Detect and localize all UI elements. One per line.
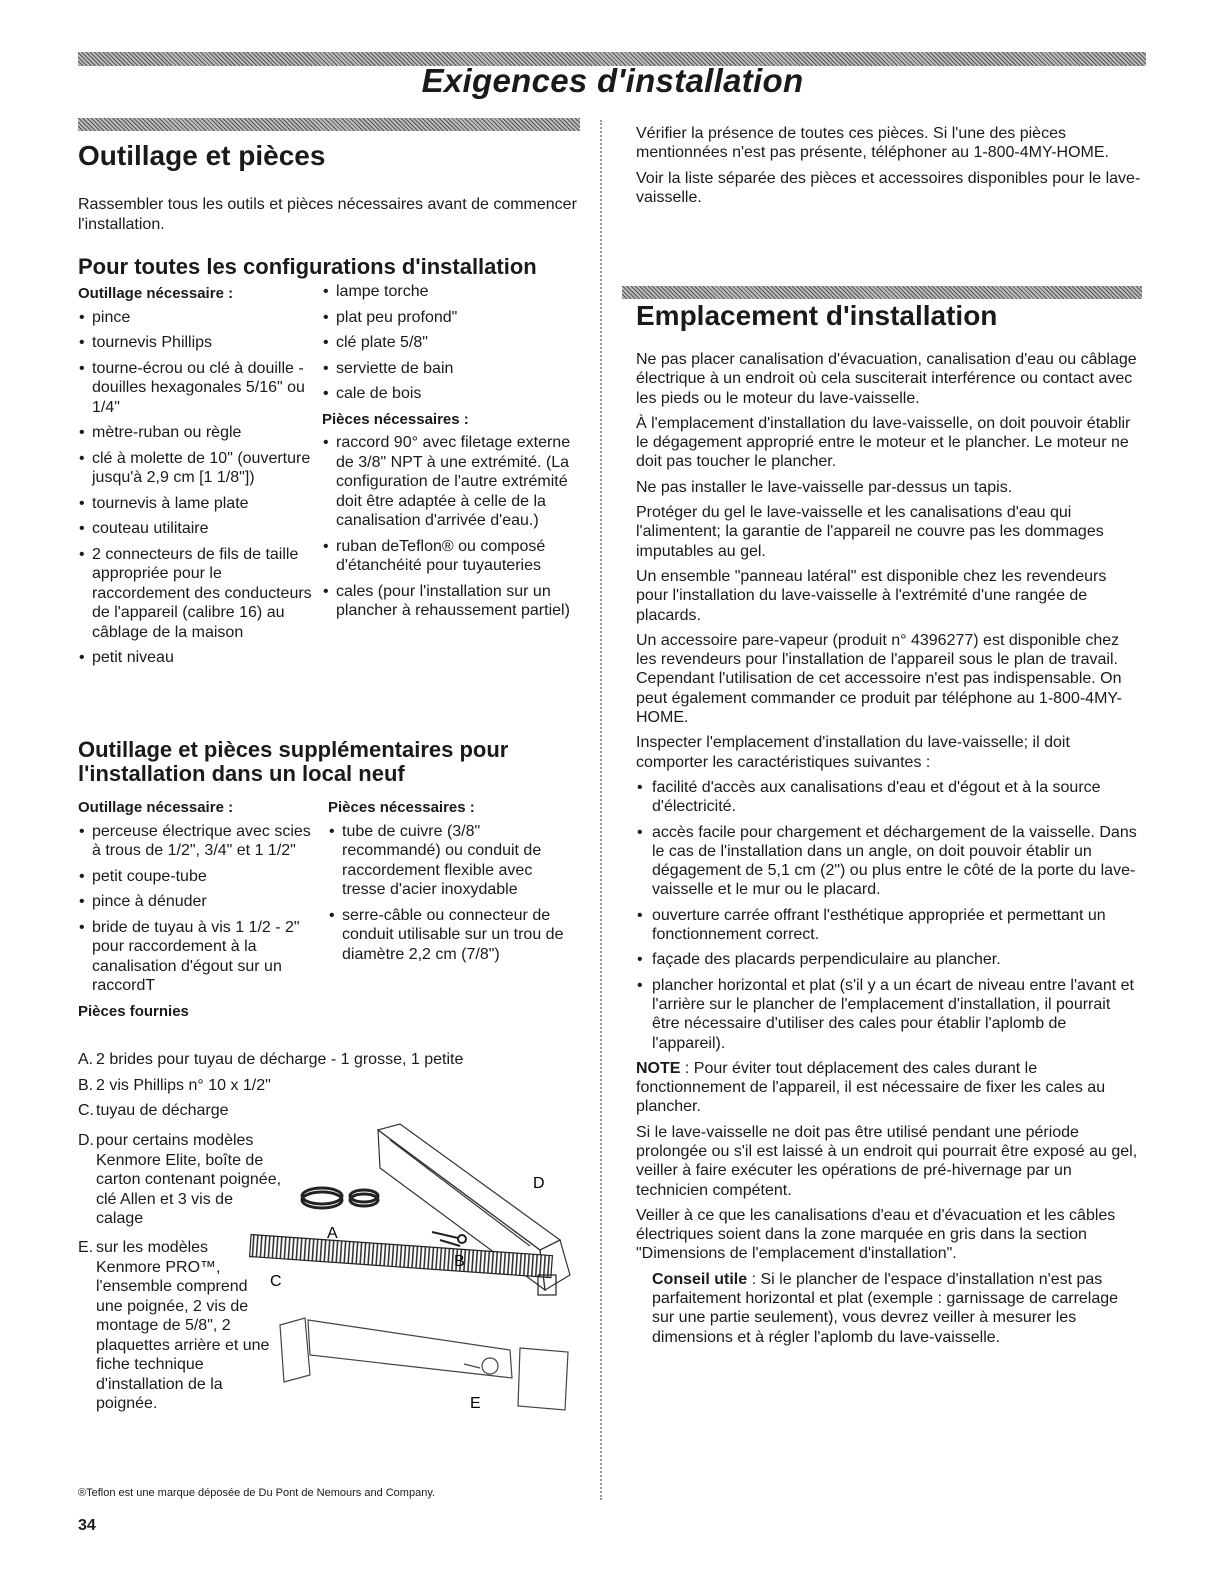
- location-bullet: • plancher horizontal et plat (s'il y a un écart de niveau entre l'avant et l'arrière sur le plancher de l'emplacement d'installation, il pourrait être nécessaire d'utiliser des cales pour établir l'aplomb de l'appareil).: [636, 976, 1141, 1053]
- tool-item: • cale de bois: [322, 384, 584, 404]
- tool-item: • tourne-écrou ou clé à douille - douilles hexagonales 5/16" ou 1/4": [78, 359, 313, 418]
- tools-list: [78, 282, 313, 674]
- config-title: Pour toutes les configurations d'installation: [78, 254, 537, 279]
- label-a: A: [327, 1225, 338, 1242]
- frost-paragraph: Si le lave-vaisselle ne doit pas être utilisé pendant une période prolongée ou s'il est laissé à un endroit qui pourrait être exposé au gel, veiller à faire exécuter les opérations de pré-hivernage par un technicien compétent.: [636, 1123, 1138, 1199]
- new-tools-heading: Outillage nécessaire :: [78, 799, 234, 816]
- supplied-item-d: D. pour certains modèles Kenmore Elite, boîte de carton contenant poignée, clé Allen et 3 vis de calage: [78, 1132, 282, 1227]
- tool-item: • lampe torche: [322, 282, 584, 302]
- parts-check-p2: Voir la liste séparée des pièces et accessoires disponibles pour le lave-vaisselle.: [636, 169, 1141, 206]
- tools-items: [78, 308, 313, 668]
- footnote: ®Teflon est une marque déposée de Du Pont de Nemours and Company.: [78, 1487, 436, 1499]
- location-paragraph: Un ensemble "panneau latéral" est disponible chez les revendeurs pour l'installation du lave-vaisselle à l'extrémité d'une rangée de placards.: [636, 567, 1107, 624]
- new-tool-item: • bride de tuyau à vis 1 1/2 - 2" pour raccordement à la canalisation d'égout sur un raccordT: [78, 918, 318, 996]
- tools-list-cont: [322, 282, 584, 627]
- page-title: Exigences d'installation: [421, 62, 804, 99]
- location-paragraph: Un accessoire pare-vapeur (produit n° 4396277) est disponible chez les revendeurs pour l'installation de l'appareil sous le plan de travail. Cependant l'utilisation de cet accessoire n'est pas indispensable. On peut également commander ce produit par téléphone au 1-800-4MY-HOME.: [636, 631, 1122, 727]
- part-item: • ruban deTeflon® ou composé d'étanchéité pour tuyauteries: [322, 537, 584, 576]
- tool-item: • 2 connecteurs de fils de taille appropriée pour le raccordement des conducteurs de l'appareil (calibre 16) au câblage de la maison: [78, 545, 313, 643]
- column-divider: [600, 120, 602, 1500]
- location-paragraph: À l'emplacement d'installation du lave-vaisselle, on doit pouvoir établir le dégagement approprié entre le moteur et le plancher. Le moteur ne doit pas toucher le plancher.: [636, 414, 1131, 471]
- new-install-title: Outillage et pièces supplémentaires pour l'installation dans un local neuf: [78, 737, 509, 786]
- handle-kit-e: [280, 1318, 568, 1410]
- label-c: C: [270, 1273, 282, 1290]
- intro-text: Rassembler tous les outils et pièces nécessaires avant de commencer l'installation.: [78, 196, 577, 233]
- location-body: [636, 350, 1141, 1353]
- tool-item: • tournevis à lame plate: [78, 494, 313, 514]
- tool-item: • serviette de bain: [322, 359, 584, 379]
- new-parts-heading: Pièces nécessaires :: [328, 799, 475, 816]
- part-item: • cales (pour l'installation sur un plancher à rehaussement partiel): [322, 582, 584, 621]
- supplied-list-e: [78, 1238, 270, 1420]
- label-d: D: [533, 1175, 545, 1192]
- drain-hose-c: [250, 1235, 556, 1295]
- tip-label: Conseil utile: [652, 1270, 748, 1288]
- tip-paragraph: Conseil utile : Si le plancher de l'espace d'installation n'est pas parfaitement horizontal et plat (exemple : garnissage de carrelage sur une partie seulement), vous devrez veiller à mesurer les dimensions et à régler l'aplomb du lave-vaisselle.: [652, 1270, 1119, 1346]
- location-paragraphs: [636, 350, 1141, 772]
- part-item: • raccord 90° avec filetage externe de 3/8" NPT à une extrémité. (La configuration de l'autre extrémité doit être adaptée à celle de la canalisation d'arrivée d'eau.): [322, 433, 584, 531]
- zone-paragraph: Veiller à ce que les canalisations d'eau et d'évacuation et les câbles électriques soient dans la zone marquée en gris dans la section "Dimensions de l'emplacement d'installation".: [636, 1206, 1116, 1263]
- location-paragraph: Protéger du gel le lave-vaisselle et les canalisations d'eau qui l'alimentent; la garantie de l'appareil ne couvre pas les dommages imputables au gel.: [636, 504, 1104, 560]
- tools-cont-items: [322, 282, 584, 404]
- new-parts-items: [328, 822, 578, 965]
- parts-illustration: [270, 1120, 580, 1420]
- parts-heading: Pièces nécessaires :: [322, 410, 469, 428]
- screws-b: [432, 1232, 466, 1246]
- tool-item: • mètre-ruban ou règle: [78, 423, 313, 443]
- new-tool-item: • perceuse électrique avec scies à trous de 1/2", 3/4" et 1 1/2": [78, 822, 318, 861]
- note-label: NOTE: [636, 1059, 681, 1077]
- new-parts-list: [328, 796, 578, 970]
- section-title-tools: Outillage et pièces: [78, 140, 326, 171]
- parts-check-p1: Vérifier la présence de toutes ces pièces. Si l'une des pièces mentionnées n'est pas présente, téléphoner au 1-800-4MY-HOME.: [636, 125, 1109, 162]
- supplied-item-c: C. tuyau de décharge: [78, 1102, 229, 1119]
- note-paragraph: NOTE : Pour éviter tout déplacement des cales durant le fonctionnement de l'appareil, il est nécessaire de fixer les cales au plancher.: [636, 1059, 1106, 1116]
- location-paragraph: Ne pas installer le lave-vaisselle par-dessus un tapis.: [636, 478, 1013, 496]
- location-paragraph: Ne pas placer canalisation d'évacuation, canalisation d'eau ou câblage électrique à un endroit où cela susciterait interférence ou contact avec les pieds ou le moteur du lave-vaisselle.: [636, 351, 1137, 407]
- new-part-item: • tube de cuivre (3/8" recommandé) ou conduit de raccordement flexible avec tresse d'acier inoxydable: [328, 822, 578, 900]
- location-bullets: [636, 778, 1141, 1053]
- section-rule-right: [622, 286, 1142, 299]
- supplied-item-e: E. sur les modèles Kenmore PRO™, l'ensemble comprend une poignée, 2 vis de montage de 5/8", 2 plaquettes arrière et une fiche technique d'installation de la poignée.: [78, 1239, 270, 1412]
- label-b: B: [454, 1253, 465, 1270]
- tool-item: • plat peu profond": [322, 308, 584, 328]
- tool-item: • petit niveau: [78, 648, 313, 668]
- page-number: 34: [78, 1517, 96, 1534]
- supplied-heading: Pièces fournies: [78, 1002, 189, 1020]
- supplied-item-b: B. 2 vis Phillips n° 10 x 1/2": [78, 1076, 271, 1094]
- new-tool-item: • pince à dénuder: [78, 892, 318, 912]
- location-paragraph: Inspecter l'emplacement d'installation du lave-vaisselle; il doit comporter les caractéristiques suivantes :: [636, 734, 1070, 771]
- location-bullet: • façade des placards perpendiculaire au plancher.: [636, 950, 1141, 969]
- new-tools-list: [78, 796, 318, 1025]
- section-title-location: Emplacement d'installation: [636, 300, 998, 331]
- new-part-item: • serre-câble ou connecteur de conduit utilisable sur un trou de diamètre 2,2 cm (7/8"): [328, 906, 578, 965]
- location-bullet: • facilité d'accès aux canalisations d'eau et d'égout et à la source d'électricité.: [636, 778, 1141, 817]
- hose-clamps-a: [302, 1188, 378, 1208]
- supplied-list-d: [78, 1131, 283, 1235]
- label-e: E: [470, 1395, 481, 1412]
- location-bullet: • ouverture carrée offrant l'esthétique appropriée et permettant un fonctionnement correct.: [636, 906, 1141, 945]
- tool-item: • clé plate 5/8": [322, 333, 584, 353]
- parts-check-text: [636, 124, 1141, 213]
- tool-item: • pince: [78, 308, 313, 328]
- new-tools-items: [78, 822, 318, 996]
- tool-item: • couteau utilitaire: [78, 519, 313, 539]
- tool-item: • tournevis Phillips: [78, 333, 313, 353]
- new-tool-item: • petit coupe-tube: [78, 867, 318, 887]
- section-rule-left: [78, 118, 580, 131]
- supplied-item-a: A. 2 brides pour tuyau de décharge - 1 grosse, 1 petite: [78, 1051, 464, 1068]
- parts-items: [322, 433, 584, 621]
- location-bullet: • accès facile pour chargement et déchargement de la vaisselle. Dans le cas de l'installation dans un angle, on doit pouvoir établir un dégagement de 5,1 cm (2") ou plus entre le côté de la porte du lave-vaisselle et le mur ou le placard.: [636, 823, 1141, 900]
- supplied-list-top: [78, 1050, 588, 1127]
- tools-heading: Outillage nécessaire :: [78, 285, 234, 302]
- tool-item: • clé à molette de 10" (ouverture jusqu'à 2,9 cm [1 1/8"]): [78, 449, 313, 488]
